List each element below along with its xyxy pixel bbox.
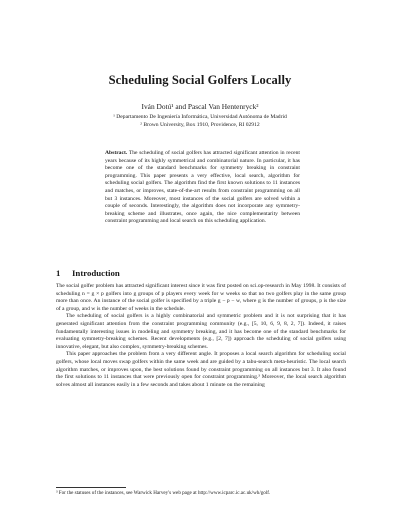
paragraph-3: This paper approaches the problem from a very different angle. It proposes a local search algorithm for scheduling social golfers, whose local moves swap golfers within the same week and are guided by a tabu-search meta-heuristic. The local search algorithm matches, or improves upon, the best solutions found by constraint programming on all instances but 3. It also found the first solutions to 11 instances that were previously open for constraint programming.³ Moreover, the local search algorithm solves almost all instances easily in a few seconds and takes about 1 minute on the remaining: [56, 351, 346, 388]
paper-authors: Iván Dotú¹ and Pascal Van Hentenryck²: [141, 102, 259, 111]
footnote-rule: [56, 487, 126, 488]
abstract-label: Abstract.: [105, 150, 128, 156]
body-text: [56, 283, 346, 389]
affiliation-2: ² Brown University, Box 1910, Providence, RI 02912: [140, 122, 260, 128]
section-heading: [56, 268, 120, 278]
abstract-text: The scheduling of social golfers has attracted significant attention in recent years because of its highly symmetrical and combinatorial nature. In particular, it has become one of the standard benchmarks for symmetry breaking in constraint programming. This paper presents a very effective, local search, algorithm for scheduling social golfers. The algorithm find the first known solutions to 11 instances and matches, or improves, state-of-the-art results from constraint programming on all but 3 instances. Moreover, most instances of the social golfers are solved within a couple of seconds. Interestingly, the algorithm does not incorporate any symmetry-breaking scheme and illustrates, once again, the nice complementarity between constraint programming and local search on this scheduling application.: [105, 150, 300, 225]
paper-title: Scheduling Social Golfers Locally: [108, 73, 292, 87]
section-number: 1: [56, 268, 61, 278]
abstract-block: [105, 150, 300, 226]
affiliation-1: ¹ Departamento De Ingeniería Informática, Universidad Autónoma de Madrid: [113, 114, 287, 120]
paragraph-1: The social golfer problem has attracted significant interest since it was first posted on sci.op-research in May 1998. It consists of scheduling n = g × p golfers into g groups of p players every week for w weeks so that no two golfers play in the same group more than once. An instance of the social golfer is specified by a triple g − p − w, where g is the number of groups, p is the size of a group, and w is the number of weeks in the schedule.: [56, 283, 346, 312]
paragraph-2: The scheduling of social golfers is a highly combinatorial and symmetric problem and it is not surprising that it has generated significant attention from the constraint programming community (e.g., [5, 10, 6, 9, 8, 2, 7]). Indeed, it raises fundamentally interesting issues in modeling and symmetry breaking, and it has become one of the standard benchmarks for evaluating symmetry-breaking schemes. Recent developments (e.g., [2, 7]) approach the scheduling of social golfers using innovative, elegant, but also complex, symmetry-breaking schemes.: [56, 313, 346, 350]
section-title: Introduction: [72, 268, 120, 278]
footnote: ³ For the statuses of the instances, see Warwick Harvey's web page at http://www.icparc.ic.ac.uk/wh/golf.: [56, 490, 271, 496]
